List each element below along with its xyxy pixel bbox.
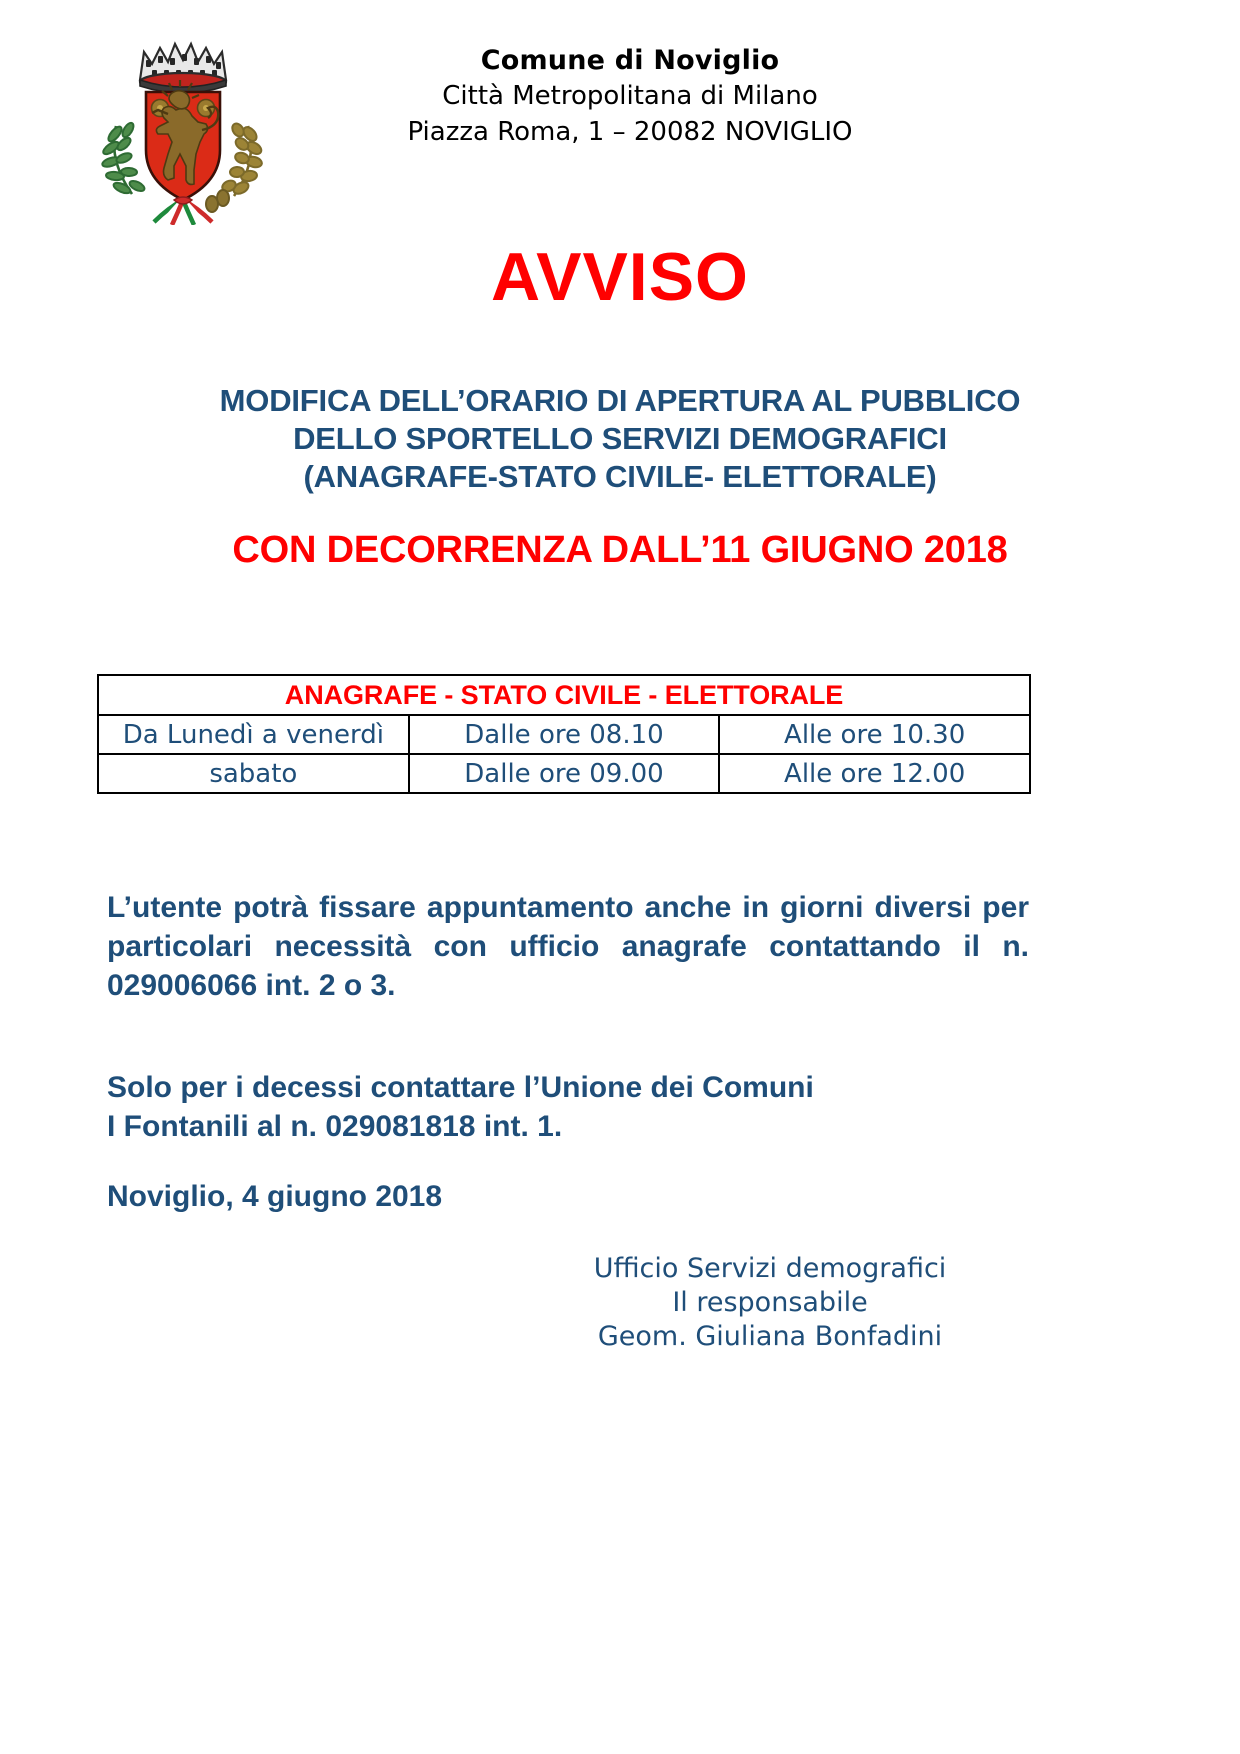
- signature-role: Il responsabile: [672, 1287, 868, 1318]
- table-header-row: [98, 675, 1030, 715]
- table-body: [98, 715, 1030, 793]
- row-0-to: Alle ore 10.30: [719, 715, 1030, 754]
- appointment-paragraph: L’utente potrà fissare appuntamento anche in giorni diversi per particolari necessità con ufficio anagrafe contattando il n. 029006066 int. 2 o 3.: [107, 891, 1029, 1002]
- row-1-from: Dalle ore 09.00: [409, 754, 720, 793]
- row-0-from: Dalle ore 08.10: [409, 715, 720, 754]
- table-head: [98, 675, 1030, 715]
- subject-heading-line-2: DELLO SPORTELLO SERVIZI DEMOGRAFICI: [293, 421, 947, 456]
- table-title-cell: ANAGRAFE - STATO CIVILE - ELETTORALE: [98, 675, 1030, 715]
- signature-block: [520, 1252, 1020, 1354]
- effective-date-notice: CON DECORRENZA DALL’11 GIUGNO 2018: [232, 529, 1008, 571]
- place-and-date: Noviglio, 4 giugno 2018: [107, 1180, 443, 1213]
- address-line: Piazza Roma, 1 – 20082 NOVIGLIO: [407, 117, 853, 147]
- deaths-contact-paragraph: [107, 1068, 1037, 1146]
- table-row: [98, 754, 1030, 793]
- row-0-day: Da Lunedì a venerdì: [98, 715, 409, 754]
- table-row: [98, 715, 1030, 754]
- metropolitan-city: Città Metropolitana di Milano: [442, 81, 818, 111]
- subject-heading-line-3: (ANAGRAFE-STATO CIVILE- ELETTORALE): [303, 459, 937, 494]
- subject-heading-line-1: MODIFICA DELL’ORARIO DI APERTURA AL PUBBLICO: [219, 383, 1021, 418]
- header-address-block: [300, 44, 960, 150]
- comune-name: Comune di Noviglio: [480, 45, 780, 76]
- signature-name: Geom. Giuliana Bonfadini: [597, 1321, 943, 1352]
- opening-hours-table: [97, 674, 1031, 794]
- page-title: AVVISO: [491, 239, 749, 315]
- deaths-contact-line-1: Solo per i decessi contattare l’Unione dei Comuni: [107, 1071, 814, 1104]
- row-1-to: Alle ore 12.00: [719, 754, 1030, 793]
- deaths-contact-line-2: I Fontanili al n. 029081818 int. 1.: [107, 1110, 563, 1143]
- coat-of-arms-icon: [88, 30, 278, 225]
- row-1-day: sabato: [98, 754, 409, 793]
- document-header: [0, 30, 1240, 230]
- subject-heading: [0, 382, 1240, 496]
- signature-office: Ufficio Servizi demografici: [593, 1253, 947, 1284]
